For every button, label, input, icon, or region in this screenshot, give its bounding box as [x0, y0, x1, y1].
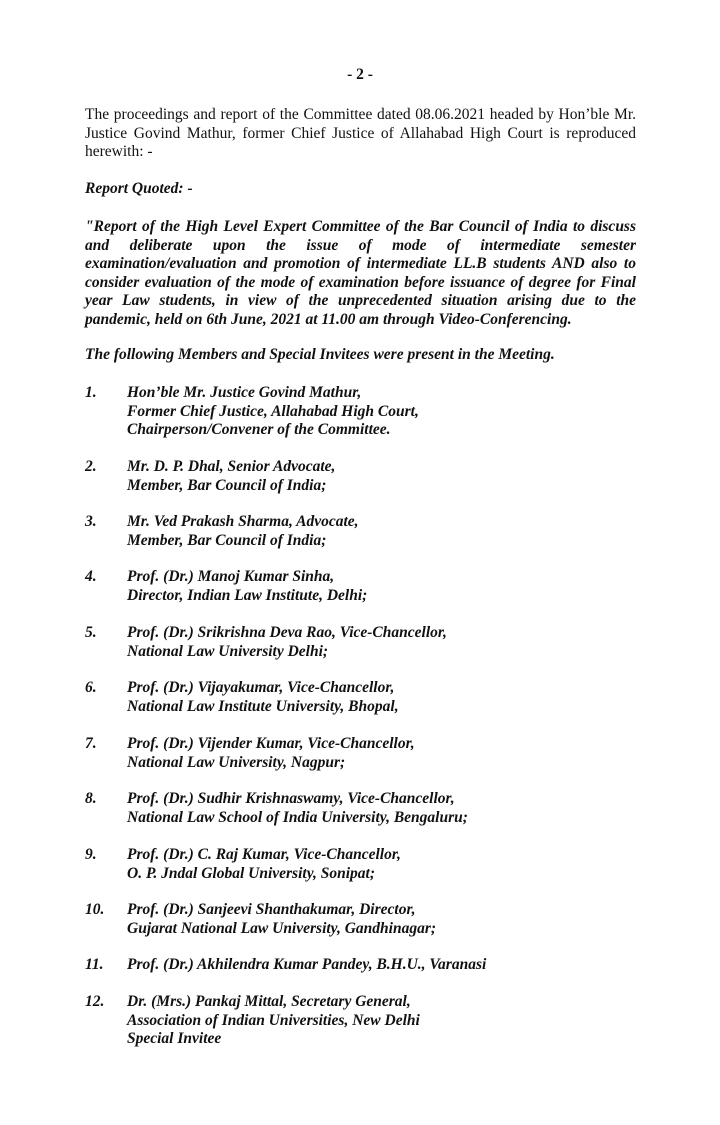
member-number: 4.	[85, 568, 97, 585]
member-line: Prof. (Dr.) C. Raj Kumar, Vice-Chancellor,	[127, 846, 401, 863]
member-number: 1.	[85, 384, 97, 401]
member-line: National Law University Delhi;	[127, 642, 329, 660]
report-quoted-label: Report Quoted: -	[85, 180, 193, 197]
member-line: Prof. (Dr.) Manoj Kumar Sinha,	[127, 568, 335, 585]
member-number: 3.	[85, 513, 97, 530]
member-line: Mr. D. P. Dhal, Senior Advocate,	[127, 458, 336, 475]
member-line: Gujarat National Law University, Gandhinagar;	[127, 919, 437, 937]
report-quote: "Report of the High Level Expert Committee of the Bar Council of India to discuss and deliberate upon the issue of mode of intermediate semester examination/evaluation and promotion of intermediate LL.B students AND also to consider evaluation of the mode of examination before issuance of degree for Final year Law students, in view of the unprecedented situation arising due to the pandemic, held on 6th June, 2021 at 11.00 am through Video-Conferencing.	[85, 218, 636, 328]
member-line: Prof. (Dr.) Sanjeevi Shanthakumar, Director,	[127, 901, 416, 918]
member-line: Former Chief Justice, Allahabad High Court,	[127, 402, 419, 420]
member-line: Hon’ble Mr. Justice Govind Mathur,	[127, 384, 362, 401]
member-number: 10.	[85, 901, 105, 918]
member-line: Mr. Ved Prakash Sharma, Advocate,	[127, 513, 359, 530]
member-number: 2.	[85, 458, 97, 475]
intro-paragraph: The proceedings and report of the Committee dated 08.06.2021 headed by Hon’ble Mr. Justice Govind Mathur, former Chief Justice of Allahabad High Court is reproduced herewith: -	[85, 106, 636, 160]
members-intro: The following Members and Special Invitees were present in the Meeting.	[85, 346, 555, 363]
member-line: Prof. (Dr.) Srikrishna Deva Rao, Vice-Chancellor,	[127, 624, 447, 641]
page-number: - 2 -	[347, 66, 373, 83]
member-number: 9.	[85, 846, 97, 863]
member-line: Director, Indian Law Institute, Delhi;	[127, 586, 368, 604]
member-line: Member, Bar Council of India;	[127, 476, 327, 494]
member-line: Member, Bar Council of India;	[127, 531, 327, 549]
member-line: Chairperson/Convener of the Committee.	[127, 421, 391, 438]
member-line: Dr. (Mrs.) Pankaj Mittal, Secretary General,	[127, 993, 411, 1010]
member-line: National Law Institute University, Bhopal,	[127, 697, 399, 715]
member-line: O. P. Jndal Global University, Sonipat;	[127, 864, 376, 882]
member-number: 7.	[85, 735, 97, 752]
member-line: Association of Indian Universities, New Delhi	[127, 1011, 420, 1029]
member-number: 11.	[85, 956, 104, 973]
member-line: Prof. (Dr.) Vijender Kumar, Vice-Chancellor,	[127, 735, 415, 752]
member-line: Prof. (Dr.) Akhilendra Kumar Pandey, B.H.U., Varanasi	[127, 956, 487, 973]
member-line: Special Invitee	[127, 1030, 222, 1047]
member-number: 5.	[85, 624, 97, 641]
member-line: Prof. (Dr.) Vijayakumar, Vice-Chancellor,	[127, 679, 395, 696]
member-line: Prof. (Dr.) Sudhir Krishnaswamy, Vice-Chancellor,	[127, 790, 455, 807]
member-number: 12.	[85, 993, 105, 1010]
member-number: 8.	[85, 790, 97, 807]
member-line: National Law School of India University, Bengaluru;	[127, 808, 468, 826]
member-line: National Law University, Nagpur;	[127, 753, 346, 771]
member-number: 6.	[85, 679, 97, 696]
